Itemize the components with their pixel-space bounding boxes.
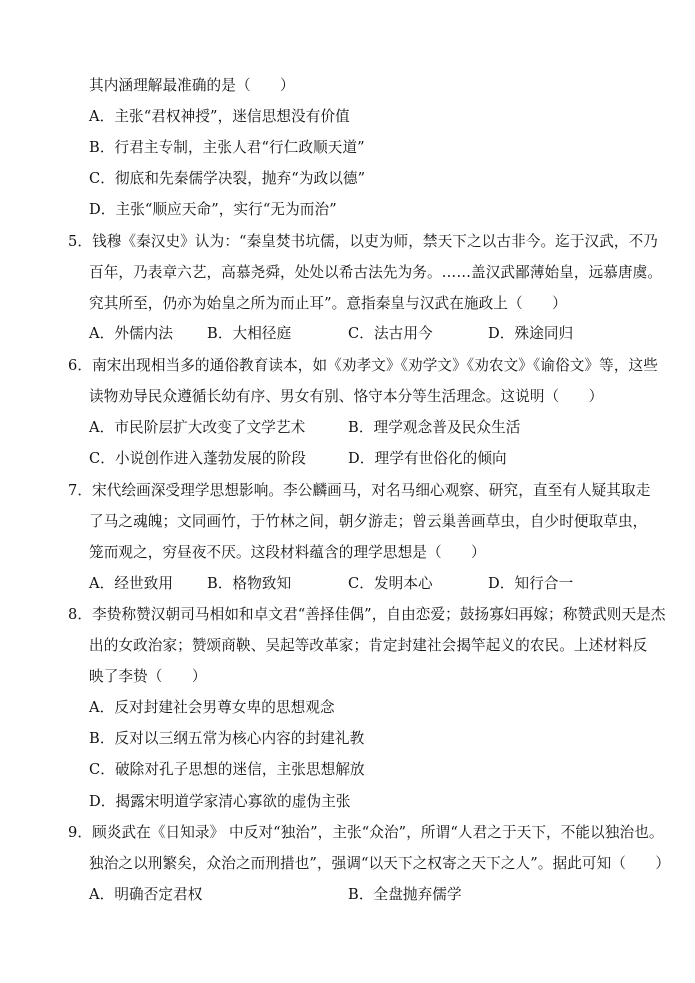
q8-stem-line-3: 映了李贽（ ） [89,668,207,685]
q8-option-b: B．反对以三纲五常为核心内容的封建礼教 [89,730,365,747]
q4-option-b: B．行君主专制，主张人君“行仁政顺天道” [89,139,365,156]
q7-option-c: C．发明本心 [348,575,433,592]
q7-option-d: D．知行合一 [488,575,574,592]
q7-stem-line-2: 了马之魂魄；文同画竹，于竹林之间，朝夕游走；曾云巢善画草虫，自少时便取草虫， [89,513,648,530]
q9-option-a: A．明确否定君权 [89,886,203,903]
q6-option-a: A．市民阶层扩大改变了文学艺术 [89,419,306,436]
q8-stem-line-2: 出的女政治家；赞颂商鞅、吴起等改革家；肯定封建社会揭竿起义的农民。上述材料反 [89,637,648,654]
q4-option-c: C．彻底和先秦儒学决裂，抛弃“为政以德” [89,170,366,187]
q5-stem-line-3: 究其所至，仍亦为始皇之所为而止耳”。意指秦皇与汉武在施政上（ ） [89,295,567,312]
q6-option-b: B．理学观念普及民众生活 [348,419,521,436]
q8-option-d: D．揭露宋明道学家清心寡欲的虚伪主张 [89,793,351,810]
q4-option-a: A．主张“君权神授”，迷信思想没有价值 [89,108,350,125]
q4-stem-tail: 其内涵理解最准确的是（ ） [89,77,295,94]
q5-option-c: C．法古用今 [348,325,433,342]
q5-option-b: B．大相径庭 [207,325,292,342]
q5-stem-line-1: 5．钱穆《秦汉史》认为：“秦皇焚书坑儒，以吏为师，禁天下之以古非今。迄于汉武，不乃 [68,233,659,250]
q5-stem-line-2: 百年，乃表章六艺，高慕尧舜，处处以希古法先为务。……盖汉武鄙薄始皇，远慕唐虞。 [89,264,663,281]
q4-option-d: D．主张“顺应天命”，实行“无为而治” [89,201,337,218]
q5-option-d: D．殊途同归 [488,325,574,342]
q8-option-a: A．反对封建社会男尊女卑的思想观念 [89,699,335,716]
q7-stem-line-3: 笼而观之，穷昼夜不厌。这段材料蕴含的理学思想是（ ） [89,544,486,561]
q8-stem-line-1: 8．李贽称赞汉朝司马相如和卓文君“善择佳偶”，自由恋爱；鼓扬寡妇再嫁；称赞武则天是杰 [68,606,666,623]
q9-stem-line-1: 9．顾炎武在《日知录》 中反对“独治”，主张“众治”，所谓“人君之于天下，不能以独治也。 [68,824,664,841]
q7-stem-line-1: 7．宋代绘画深受理学思想影响。李公麟画马，对名马细心观察、研究，直至有人疑其取走 [68,482,651,499]
q5-option-a: A．外儒内法 [89,325,174,342]
q6-stem-line-2: 读物劝导民众遵循长幼有序、男女有别、恪守本分等生活理念。这说明（ ） [89,388,604,405]
q9-stem-line-2: 独治之以刑繁矣，众治之而刑措也”，强调“以天下之权寄之天下之人”。据此可知（ ） [89,855,671,872]
q7-option-b: B．格物致知 [207,575,292,592]
q6-option-c: C．小说创作进入蓬勃发展的阶段 [89,450,306,467]
q6-stem-line-1: 6．南宋出现相当多的通俗教育读本，如《劝孝文》《劝学文》《劝农文》《谕俗文》等，这些 [68,357,658,374]
q7-option-a: A．经世致用 [89,575,174,592]
q8-option-c: C．破除对孔子思想的迷信，主张思想解放 [89,761,365,778]
q9-option-b: B．全盘抛弃儒学 [348,886,462,903]
q6-option-d: D．理学有世俗化的倾向 [348,450,507,467]
